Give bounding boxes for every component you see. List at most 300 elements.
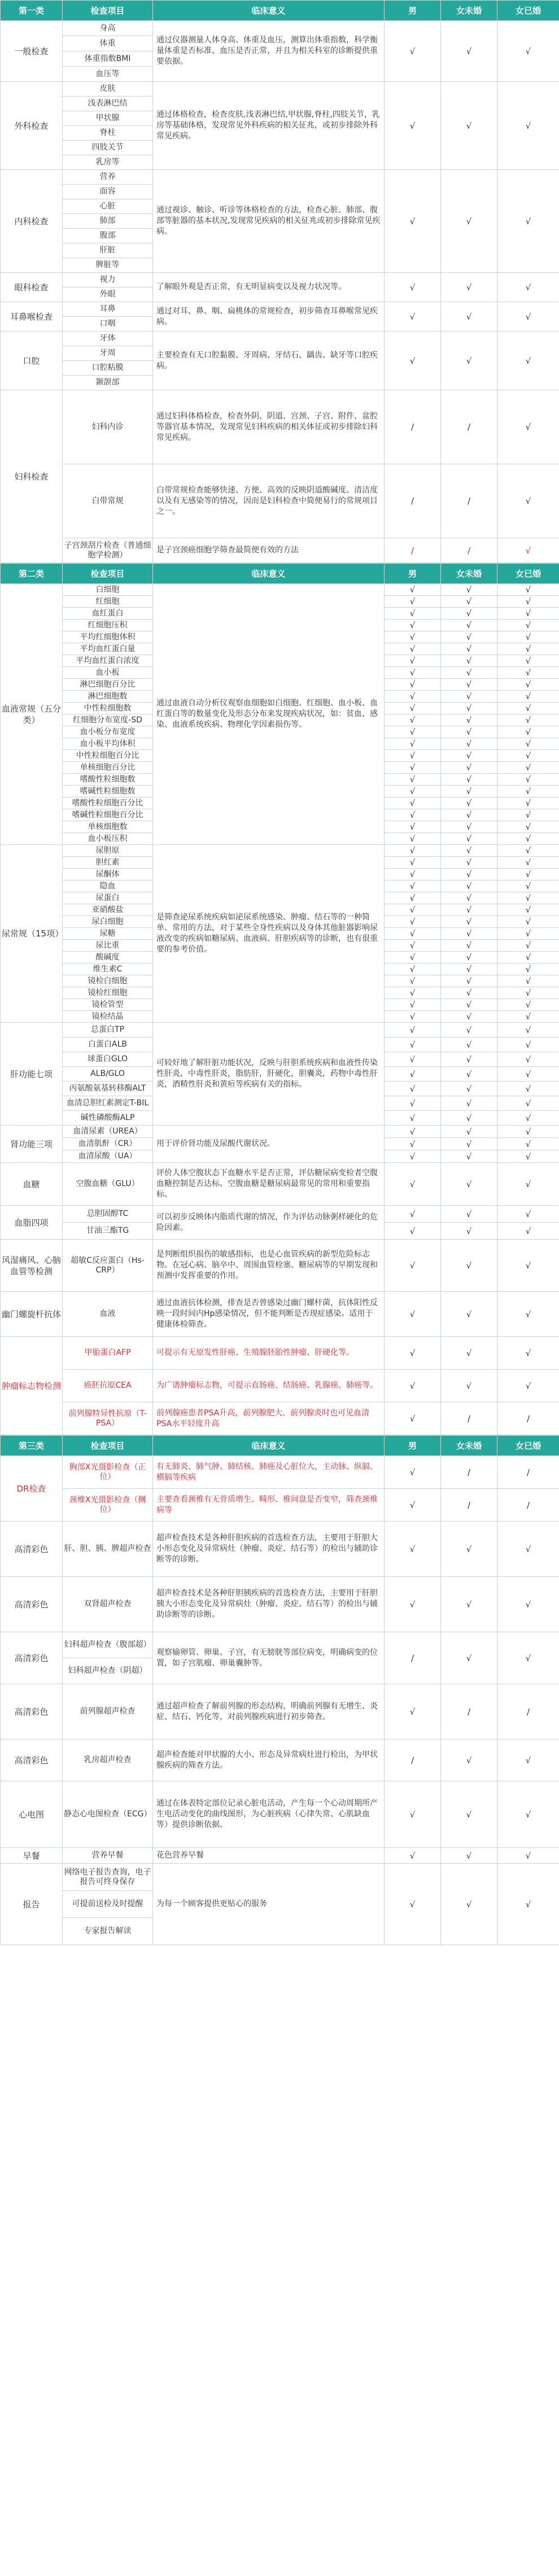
item-cell: 亚硝酸盐: [63, 904, 153, 916]
check-mark: √: [441, 1082, 497, 1096]
check-mark: √: [441, 1240, 497, 1292]
check-mark: √: [385, 1370, 441, 1402]
check-mark: √: [441, 584, 497, 596]
check-mark: √: [441, 1096, 497, 1111]
check-mark: √: [497, 631, 559, 643]
check-mark: √: [497, 833, 559, 845]
header-cell: 临床意义: [153, 564, 385, 584]
category-cell: 血糖: [1, 1163, 63, 1206]
check-mark: √: [497, 904, 559, 916]
check-mark: √: [385, 1456, 441, 1489]
check-mark: √: [385, 1240, 441, 1292]
section-3-table: [0, 1435, 559, 1945]
check-mark: √: [497, 608, 559, 620]
item-cell: 妇科超声检查（阴超）: [63, 1658, 153, 1684]
check-mark: √: [385, 691, 441, 703]
check-mark: √: [497, 691, 559, 703]
table-row: [1, 464, 559, 538]
category-cell: 高清彩色: [1, 1522, 63, 1577]
significance-cell: 超声检查技术是各种肝胆胰疾病的首选检查方法，主要用于肝胆胰大小形态变化及异常病灶（肿瘤、炎症、结石等）的检出与辅助诊断等的诊断。: [153, 1577, 385, 1632]
significance-cell: 通过在体表特定部位记录心脏电活动，产生每一个心动周期所产生电活动变化的曲线图形，为心脏疾病（心律失常、心肌缺血等）提供诊断依据。: [153, 1781, 385, 1848]
item-cell: 丙氨酸氨基转移酶ALT: [63, 1082, 153, 1096]
table-row: [1, 1370, 559, 1402]
item-cell: 隐血: [63, 881, 153, 892]
item-cell: 尿白细胞: [63, 916, 153, 928]
check-mark: √: [385, 1402, 441, 1435]
significance-cell: 主要查看颈椎有无骨质增生、畸形、椎间盘是否变窄，筛查颈椎病等: [153, 1489, 385, 1522]
check-mark: √: [441, 82, 497, 170]
significance-cell: 通过超声检查了解前列腺的形态结构，明确前列腺有无增生、炎症、结石、钙化等，对前列腺疾病进行初步筛查。: [153, 1684, 385, 1740]
header-row: [1, 564, 559, 584]
table-row: [1, 1206, 559, 1223]
item-cell: 平均红细胞体积: [63, 631, 153, 643]
table-row: [1, 1522, 559, 1577]
item-cell: 身高: [63, 21, 153, 36]
significance-cell: 通过视诊、触诊、听诊等体格检查的方法，检查心脏、肺部、腹部等脏器的基本状况,发现常见疾病的相关征兆或初步排除常见疾病。: [153, 170, 385, 273]
significance-cell: 通过体格检查，检查皮肤,浅表淋巴结,甲状腺,脊柱,四肢关节，乳房等基础体格，发现常见外科疾病的相关征兆，或初步排除外科常见疾病。: [153, 82, 385, 170]
category-cell: 幽门螺旋杆抗体: [1, 1292, 63, 1337]
table-row: [1, 1292, 559, 1337]
table-row: [1, 1456, 559, 1489]
check-mark: √: [441, 1111, 497, 1126]
check-mark: √: [441, 809, 497, 821]
category-cell: 肿瘤标志物检测: [1, 1337, 63, 1435]
category-cell: 高清彩色: [1, 1684, 63, 1740]
check-mark: √: [497, 1292, 559, 1337]
check-mark: √: [497, 964, 559, 975]
category-cell: 高清彩色: [1, 1577, 63, 1632]
check-mark: √: [441, 1740, 497, 1781]
item-cell: 中性粒细胞数: [63, 703, 153, 714]
table-row: [1, 82, 559, 97]
check-mark: √: [497, 538, 559, 563]
check-mark: √: [441, 332, 497, 390]
check-mark: √: [385, 786, 441, 797]
check-mark: √: [385, 302, 441, 332]
check-mark: √: [441, 1206, 497, 1223]
check-mark: √: [497, 584, 559, 596]
check-mark: √: [441, 302, 497, 332]
significance-cell: 通过妇科体格检查，检查外阴、阴道、宫颈、子宫、附件、盆腔等器官基本情况，发现常见妇科疾病的相关体征或初步排除妇科常见疾病。: [153, 390, 385, 464]
item-cell: 甘油三酯TG: [63, 1223, 153, 1240]
item-cell: 球蛋白GLO: [63, 1052, 153, 1067]
category-cell: 肾功能三项: [1, 1126, 63, 1163]
item-cell: 颈椎X光摄影检查（侧位）: [63, 1489, 153, 1522]
check-mark: √: [385, 1067, 441, 1082]
check-mark: √: [497, 1370, 559, 1402]
header-cell: 检查项目: [63, 1436, 153, 1456]
check-mark: √: [497, 703, 559, 714]
check-mark: √: [441, 1150, 497, 1163]
category-cell: 内科检查: [1, 170, 63, 273]
check-mark: √: [497, 1052, 559, 1067]
check-mark: √: [497, 881, 559, 892]
item-cell: 血液: [63, 1292, 153, 1337]
check-mark: √: [385, 975, 441, 987]
check-mark: √: [441, 714, 497, 726]
check-mark: √: [497, 952, 559, 964]
check-mark: √: [441, 1038, 497, 1052]
check-mark: √: [385, 845, 441, 857]
check-mark: √: [441, 1337, 497, 1370]
check-mark: √: [441, 975, 497, 987]
item-cell: 四肢关节: [63, 141, 153, 155]
significance-cell: 为广谱肿瘤标志物，可提示直肠癌、结肠癌、乳腺癌、肺癌等。: [153, 1370, 385, 1402]
check-mark: √: [441, 786, 497, 797]
check-mark: /: [441, 538, 497, 563]
check-mark: √: [441, 916, 497, 928]
item-cell: 平均血红蛋白量: [63, 643, 153, 655]
check-mark: √: [385, 774, 441, 786]
check-mark: /: [441, 1402, 497, 1435]
item-cell: 子宫颈刮片检查（普通细胞学检测）: [63, 538, 153, 563]
category-cell: 血脂四项: [1, 1206, 63, 1240]
check-mark: /: [385, 1740, 441, 1781]
header-cell: 女已婚: [497, 564, 559, 584]
check-mark: /: [497, 1402, 559, 1435]
check-mark: √: [385, 1150, 441, 1163]
check-mark: √: [497, 1011, 559, 1023]
header-cell: 第一类: [1, 1, 63, 21]
check-mark: √: [441, 1023, 497, 1038]
check-mark: √: [497, 940, 559, 952]
item-cell: 碱性磷酸酶ALP: [63, 1111, 153, 1126]
check-mark: √: [385, 1163, 441, 1206]
check-mark: √: [497, 1138, 559, 1150]
table-row: [1, 170, 559, 185]
check-mark: √: [497, 1067, 559, 1082]
significance-cell: 可较好地了解肝脏功能状况，反映与肝胆系统疾病和血液性传染性肝炎，中毒性肝炎，脂肪肝，肝硬化，胆囊炎，药物中毒性肝炎，酒精性肝炎和黄疸等疾病有关的指标。: [153, 1023, 385, 1126]
item-cell: 单核细胞百分比: [63, 762, 153, 774]
item-cell: 单核细胞数: [63, 821, 153, 833]
check-mark: √: [385, 750, 441, 762]
check-mark: √: [385, 1011, 441, 1023]
item-cell: 血清尿酸（UA）: [63, 1150, 153, 1163]
check-mark: √: [385, 881, 441, 892]
item-cell: 肺部: [63, 214, 153, 229]
significance-cell: 用于评价肾功能及尿酸代谢状况。: [153, 1126, 385, 1163]
check-mark: √: [441, 999, 497, 1011]
item-cell: 心脏: [63, 199, 153, 214]
check-mark: √: [385, 904, 441, 916]
header-row: [1, 1436, 559, 1456]
check-mark: √: [441, 964, 497, 975]
item-cell: 胆红素: [63, 857, 153, 869]
header-cell: 临床意义: [153, 1436, 385, 1456]
check-mark: √: [385, 1577, 441, 1632]
check-mark: √: [497, 1038, 559, 1052]
table-row: [1, 1163, 559, 1206]
check-mark: √: [385, 620, 441, 631]
item-cell: 牙周: [63, 346, 153, 361]
item-cell: 白蛋白ALB: [63, 1038, 153, 1052]
check-mark: √: [497, 1864, 559, 1945]
item-cell: 空腹血糖（GLU）: [63, 1163, 153, 1206]
item-cell: 妇科超声检查（腹部超）: [63, 1632, 153, 1658]
item-cell: 尿蛋白: [63, 892, 153, 904]
check-mark: √: [441, 631, 497, 643]
check-mark: √: [497, 999, 559, 1011]
check-mark: √: [441, 667, 497, 679]
check-mark: √: [385, 964, 441, 975]
significance-cell: 是子宫颈癌细胞学筛查最简便有效的方法: [153, 538, 385, 563]
check-mark: √: [385, 726, 441, 738]
header-cell: 第二类: [1, 564, 63, 584]
item-cell: 外眼: [63, 287, 153, 302]
check-mark: √: [385, 643, 441, 655]
check-mark: √: [385, 608, 441, 620]
item-cell: 超敏C反应蛋白（Hs-CRP）: [63, 1240, 153, 1292]
significance-cell: 为每一个顾客提供更贴心的服务: [153, 1864, 385, 1945]
table-row: [1, 584, 559, 596]
check-mark: √: [385, 928, 441, 940]
significance-cell: 是筛查泌尿系统疾病如泌尿系统感染、肿瘤、结石等的一种简单、常用的方法，对于某些全身性疾病以及身体其他脏器影响尿液改变的疾病如糖尿病、血液病、肝胆疾病等的诊断，也有很重要的参考价值。: [153, 845, 385, 1023]
check-mark: √: [497, 82, 559, 170]
check-mark: √: [385, 797, 441, 809]
check-mark: √: [385, 869, 441, 881]
check-mark: √: [441, 1067, 497, 1082]
check-mark: √: [385, 667, 441, 679]
table-row: [1, 1848, 559, 1864]
check-mark: √: [441, 1522, 497, 1577]
significance-cell: 评价人体空腹状态下血糖水平是否正常，评估糖尿病变检者空腹血糖控制是否达标。空腹血糖是糖尿病最常见的常用和重要指标。: [153, 1163, 385, 1206]
item-cell: 癌胚抗原CEA: [63, 1370, 153, 1402]
item-cell: 血红蛋白: [63, 608, 153, 620]
significance-cell: 前列腺癌患者PSA升高，前列腺肥大、前列腺炎时也可见血清PSA水平轻度升高: [153, 1402, 385, 1435]
check-mark: √: [441, 1011, 497, 1023]
check-mark: √: [497, 1206, 559, 1223]
check-mark: √: [497, 714, 559, 726]
table-row: [1, 302, 559, 317]
item-cell: 皮肤: [63, 82, 153, 97]
check-mark: √: [441, 833, 497, 845]
table-row: [1, 1126, 559, 1138]
significance-cell: 可提示有无原发性肝癌、生殖腺胚胎性肿瘤、肝硬化等。: [153, 1337, 385, 1370]
significance-cell: 通过血液抗体检测，排查是否曾感染过幽门螺杆菌，抗体阳性反映一段时间内Hp感染情况，但不能判断是否现症感染。适用于健康体检筛查。: [153, 1292, 385, 1337]
item-cell: 血小板: [63, 667, 153, 679]
check-mark: √: [441, 857, 497, 869]
table-row: [1, 1864, 559, 1891]
item-cell: 总蛋白TP: [63, 1023, 153, 1038]
check-mark: √: [385, 1864, 441, 1945]
check-mark: √: [497, 809, 559, 821]
item-cell: 网络电子报告查询，电子报告可终身保存: [63, 1864, 153, 1891]
item-cell: 嗜碱性粒细胞数: [63, 786, 153, 797]
check-mark: √: [385, 1781, 441, 1848]
item-cell: 红细胞压积: [63, 620, 153, 631]
check-mark: √: [497, 797, 559, 809]
check-mark: √: [497, 928, 559, 940]
check-mark: √: [385, 703, 441, 714]
check-mark: √: [497, 857, 559, 869]
check-mark: √: [441, 940, 497, 952]
check-mark: √: [441, 170, 497, 273]
header-cell: 临床意义: [153, 1, 385, 21]
item-cell: 前列腺超声检查: [63, 1684, 153, 1740]
check-mark: √: [385, 1848, 441, 1864]
category-cell: 外科检查: [1, 82, 63, 170]
check-mark: √: [385, 655, 441, 667]
check-mark: √: [497, 821, 559, 833]
item-cell: 酸碱度: [63, 952, 153, 964]
check-mark: √: [441, 869, 497, 881]
significance-cell: 观察输卵管、卵巢、子宫，有无膀胱等部位病变，明确病变的位置，如子宫肌瘤、卵巢囊肿等。: [153, 1632, 385, 1684]
check-mark: √: [497, 1126, 559, 1138]
item-cell: 镜检白细胞: [63, 975, 153, 987]
check-mark: √: [385, 1096, 441, 1111]
item-cell: 浅表淋巴结: [63, 97, 153, 111]
check-mark: √: [385, 1038, 441, 1052]
check-mark: √: [441, 738, 497, 750]
category-cell: 妇科检查: [1, 390, 63, 563]
item-cell: 血清尿素（UREA）: [63, 1126, 153, 1138]
check-mark: /: [441, 464, 497, 538]
check-mark: √: [497, 738, 559, 750]
item-cell: 嗜酸性粒细胞数: [63, 774, 153, 786]
item-cell: 嗜碱性粒细胞百分比: [63, 809, 153, 821]
check-mark: √: [441, 928, 497, 940]
item-cell: 肝脏: [63, 243, 153, 258]
item-cell: ALB/GLO: [63, 1067, 153, 1082]
category-cell: 风湿痛风、心脑血管等检测: [1, 1240, 63, 1292]
check-mark: √: [385, 1126, 441, 1138]
check-mark: √: [497, 987, 559, 999]
header-cell: 女未婚: [441, 564, 497, 584]
check-mark: √: [385, 833, 441, 845]
significance-cell: 花色营养早餐: [153, 1848, 385, 1864]
item-cell: 专家报告解读: [63, 1918, 153, 1945]
table-row: [1, 1577, 559, 1632]
check-mark: √: [497, 975, 559, 987]
header-cell: 检查项目: [63, 564, 153, 584]
check-mark: √: [441, 952, 497, 964]
check-mark: √: [385, 952, 441, 964]
header-row: [1, 1, 559, 21]
check-mark: √: [497, 1632, 559, 1684]
header-cell: 男: [385, 564, 441, 584]
check-mark: √: [497, 1096, 559, 1111]
item-cell: 肝、胆、胰、脾超声检查: [63, 1522, 153, 1577]
check-mark: √: [385, 916, 441, 928]
check-mark: √: [497, 1023, 559, 1038]
item-cell: 静态心电图检查（ECG）: [63, 1781, 153, 1848]
significance-cell: 超声检查能对甲状腺的大小、形态及异常病灶进行检出，为甲状腺疾病的筛查方法。: [153, 1740, 385, 1781]
check-mark: √: [497, 464, 559, 538]
check-mark: /: [441, 1489, 497, 1522]
check-mark: √: [497, 1781, 559, 1848]
item-cell: 脾脏等: [63, 258, 153, 273]
check-mark: √: [385, 21, 441, 82]
item-cell: 体重: [63, 36, 153, 51]
item-cell: 白细胞: [63, 584, 153, 596]
item-cell: 尿酮体: [63, 869, 153, 881]
check-mark: √: [385, 940, 441, 952]
check-mark: √: [441, 596, 497, 608]
check-mark: √: [385, 987, 441, 999]
check-mark: √: [497, 762, 559, 774]
check-mark: √: [441, 892, 497, 904]
significance-cell: 主要检查有无口腔黏膜、牙周病、牙结石、龋齿、缺牙等口腔疾病。: [153, 332, 385, 390]
section-1-table: [0, 0, 559, 563]
check-mark: √: [497, 845, 559, 857]
check-mark: √: [441, 1577, 497, 1632]
check-mark: √: [385, 1223, 441, 1240]
item-cell: 妇科内诊: [63, 390, 153, 464]
category-cell: 心电图: [1, 1781, 63, 1848]
header-cell: 男: [385, 1, 441, 21]
category-cell: 肝功能七项: [1, 1023, 63, 1126]
significance-cell: 有无肺炎、肺气肿、肺结核、肺癌及心脏位大，主动脉、纵膈、横膈等疾病: [153, 1456, 385, 1489]
item-cell: 总胆固醇TC: [63, 1206, 153, 1223]
check-mark: √: [385, 170, 441, 273]
item-cell: 胸部X光摄影检查（正位）: [63, 1456, 153, 1489]
table-row: [1, 845, 559, 857]
table-row: [1, 273, 559, 287]
check-mark: √: [497, 1522, 559, 1577]
check-mark: √: [497, 869, 559, 881]
check-mark: √: [497, 1111, 559, 1126]
check-mark: √: [441, 1163, 497, 1206]
item-cell: 血清总胆红素测定T-BIL: [63, 1096, 153, 1111]
check-mark: √: [497, 1223, 559, 1240]
item-cell: 血小板分布宽度: [63, 726, 153, 738]
check-mark: √: [385, 892, 441, 904]
check-mark: √: [385, 738, 441, 750]
item-cell: 营养早餐: [63, 1848, 153, 1864]
check-mark: √: [441, 881, 497, 892]
significance-cell: 通过血液自动分析仪观察血细胞如白细胞、红细胞、血小板、血红蛋白等的数量变化及形态分布来发现疾病状况，如：贫血、感染、血液系统疾病、物理化学因素损伤等。: [153, 584, 385, 845]
check-mark: √: [441, 762, 497, 774]
check-mark: √: [385, 821, 441, 833]
item-cell: 镜检管型: [63, 999, 153, 1011]
check-mark: √: [385, 762, 441, 774]
check-mark: √: [385, 584, 441, 596]
check-mark: √: [441, 620, 497, 631]
check-mark: √: [497, 596, 559, 608]
check-mark: √: [441, 703, 497, 714]
category-cell: 尿常规（15项）: [1, 845, 63, 1023]
header-cell: 男: [385, 1436, 441, 1456]
check-mark: √: [385, 1138, 441, 1150]
check-mark: √: [441, 1138, 497, 1150]
item-cell: 尿比重: [63, 940, 153, 952]
table-row: [1, 1740, 559, 1781]
item-cell: 腹部: [63, 229, 153, 243]
check-mark: √: [441, 845, 497, 857]
check-mark: √: [497, 786, 559, 797]
item-cell: 血压等: [63, 67, 153, 82]
category-cell: 耳鼻喉检查: [1, 302, 63, 332]
item-cell: 可提前送检及时提醒: [63, 1891, 153, 1918]
item-cell: 白带常规: [63, 464, 153, 538]
check-mark: √: [385, 1082, 441, 1096]
item-cell: 牙体: [63, 332, 153, 346]
check-mark: √: [497, 21, 559, 82]
check-mark: √: [441, 643, 497, 655]
section-2-table: [0, 563, 559, 1435]
significance-cell: 是判断组织损伤的敏感指标，也是心血管疾病的新型危险标志物。在冠心病、脑卒中、周围血管栓塞、糖尿病等的早期发现和预测中发挥重要的作用。: [153, 1240, 385, 1292]
table-row: [1, 1023, 559, 1038]
table-row: [1, 1684, 559, 1740]
check-mark: √: [385, 1111, 441, 1126]
significance-cell: 通过对耳、鼻、咽、扁桃体的常规检查，初步筛查耳鼻喉常见疾病。: [153, 302, 385, 332]
check-mark: √: [497, 643, 559, 655]
item-cell: 血小板压积: [63, 833, 153, 845]
check-mark: √: [441, 608, 497, 620]
check-mark: √: [441, 1370, 497, 1402]
item-cell: 嗜酸性粒细胞百分比: [63, 797, 153, 809]
check-mark: √: [385, 857, 441, 869]
